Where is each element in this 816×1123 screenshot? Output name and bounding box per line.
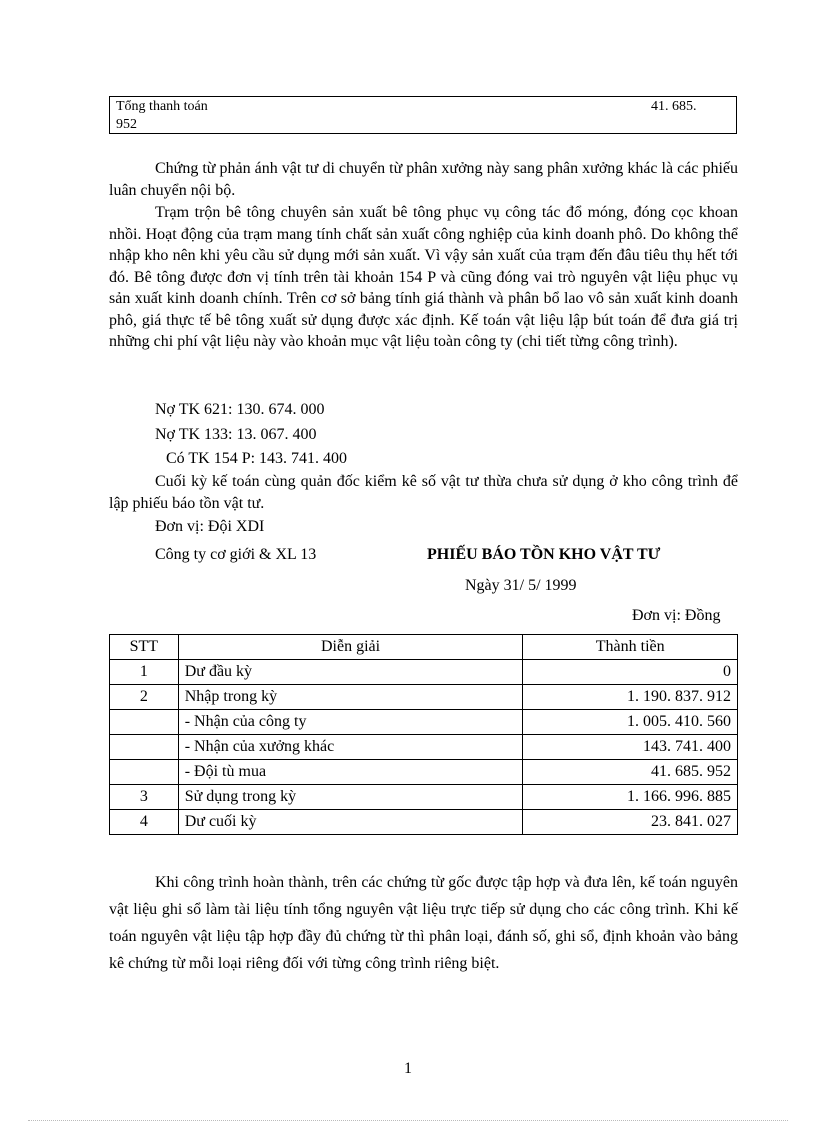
cell-description: - Đội tù mua (178, 760, 523, 785)
table-row (110, 735, 738, 760)
column-header-amount: Thành tiền (523, 635, 738, 660)
paragraph-completion: Khi công trình hoàn thành, trên các chứng từ gốc được tập hợp và đưa lên, kế toán nguyên vật liệu ghi sổ làm tài liệu tính tổng nguyên vật liệu trực tiếp sử dụng cho các công trình. Khi kế toán nguyên vật liệu tập hợp đầy đủ chứng từ thì phân loại, đánh số, ghi sổ, định khoản vào bảng kê chứng từ mỗi loại riêng đối với từng công trình riêng biệt. (109, 874, 738, 972)
cell-stt (110, 735, 179, 760)
debit-entry-621: Nợ TK 621: 130. 674. 000 (155, 401, 325, 418)
table-header-row (110, 635, 738, 660)
column-header-description: Diễn giải (178, 635, 523, 660)
table-row (110, 760, 738, 785)
cell-amount: 23. 841. 027 (523, 810, 738, 835)
paragraph-period-end: Cuối kỳ kế toán cùng quản đốc kiểm kê số vật tư thừa chưa sử dụng ở kho công trình để lập phiếu báo tồn vật tư. (109, 473, 738, 512)
cell-amount: 0 (523, 660, 738, 685)
table-row (110, 785, 738, 810)
cell-amount: 41. 685. 952 (523, 760, 738, 785)
paragraph-concrete-station: Trạm trộn bê tông chuyên sản xuất bê tông phục vụ công tác đổ móng, đóng cọc khoan nhồi. Hoạt động của trạm mang tính chất sản xuất công nghiệp của kinh doanh phô. Do không thể nhập kho nên khi yêu cầu sử dụng mới sản xuất. Vì vậy sản xuất của trạm đến đâu tiêu thụ hết tới đó. Bê tông được đơn vị tính trên tài khoản 154 P và cũng đóng vai trò nguyên vật liệu phục vụ sản xuất kinh doanh chính. Trên cơ sở bảng tính giá thành và phân bổ lao vô sản xuất kinh doanh phô, giá thực tế bê tông xuất sử dụng được xác định. Kế toán vật liệu lập bút toán để đưa giá trị những chi phí vật liệu này vào khoản mục vật liệu toàn công ty (chi tiết từng công trình). (109, 204, 738, 350)
currency-unit: Đơn vị: Đồng (632, 607, 721, 624)
cell-description: Dư cuối kỳ (178, 810, 523, 835)
cell-amount: 143. 741. 400 (523, 735, 738, 760)
footer-divider (28, 1120, 788, 1121)
unit-label: Đơn vị: Đội XDI (155, 518, 265, 535)
summary-amount: 41. 685. (651, 99, 697, 114)
summary-box (109, 96, 737, 134)
cell-stt: 2 (110, 685, 179, 710)
company-name: Công ty cơ giới & XL 13 (155, 546, 317, 563)
summary-label: Tổng thanh toán (116, 99, 208, 114)
paragraph-transfer-docs: Chứng từ phản ánh vật tư di chuyển từ phân xưởng này sang phân xưởng khác là các phiếu luân chuyển nội bộ. (109, 160, 738, 199)
table-row (110, 685, 738, 710)
cell-description: - Nhận của công ty (178, 710, 523, 735)
column-header-stt: STT (110, 635, 179, 660)
cell-stt: 4 (110, 810, 179, 835)
table-row (110, 810, 738, 835)
stock-report-table (109, 634, 738, 835)
table-row (110, 660, 738, 685)
form-title: PHIẾU BÁO TỒN KHO VẬT TƯ (427, 546, 661, 563)
summary-amount-continued: 952 (116, 117, 137, 132)
table-row (110, 710, 738, 735)
credit-entry-154: Có TK 154 P: 143. 741. 400 (166, 450, 348, 467)
form-date: Ngày 31/ 5/ 1999 (465, 577, 577, 594)
cell-description: Dư đầu kỳ (178, 660, 523, 685)
cell-stt (110, 710, 179, 735)
page-number: 1 (404, 1060, 412, 1077)
cell-description: Sử dụng trong kỳ (178, 785, 523, 810)
cell-amount: 1. 005. 410. 560 (523, 710, 738, 735)
cell-stt: 1 (110, 660, 179, 685)
debit-entry-133: Nợ TK 133: 13. 067. 400 (155, 426, 317, 443)
cell-amount: 1. 190. 837. 912 (523, 685, 738, 710)
cell-description: - Nhận của xưởng khác (178, 735, 523, 760)
cell-stt: 3 (110, 785, 179, 810)
cell-stt (110, 760, 179, 785)
cell-description: Nhập trong kỳ (178, 685, 523, 710)
cell-amount: 1. 166. 996. 885 (523, 785, 738, 810)
